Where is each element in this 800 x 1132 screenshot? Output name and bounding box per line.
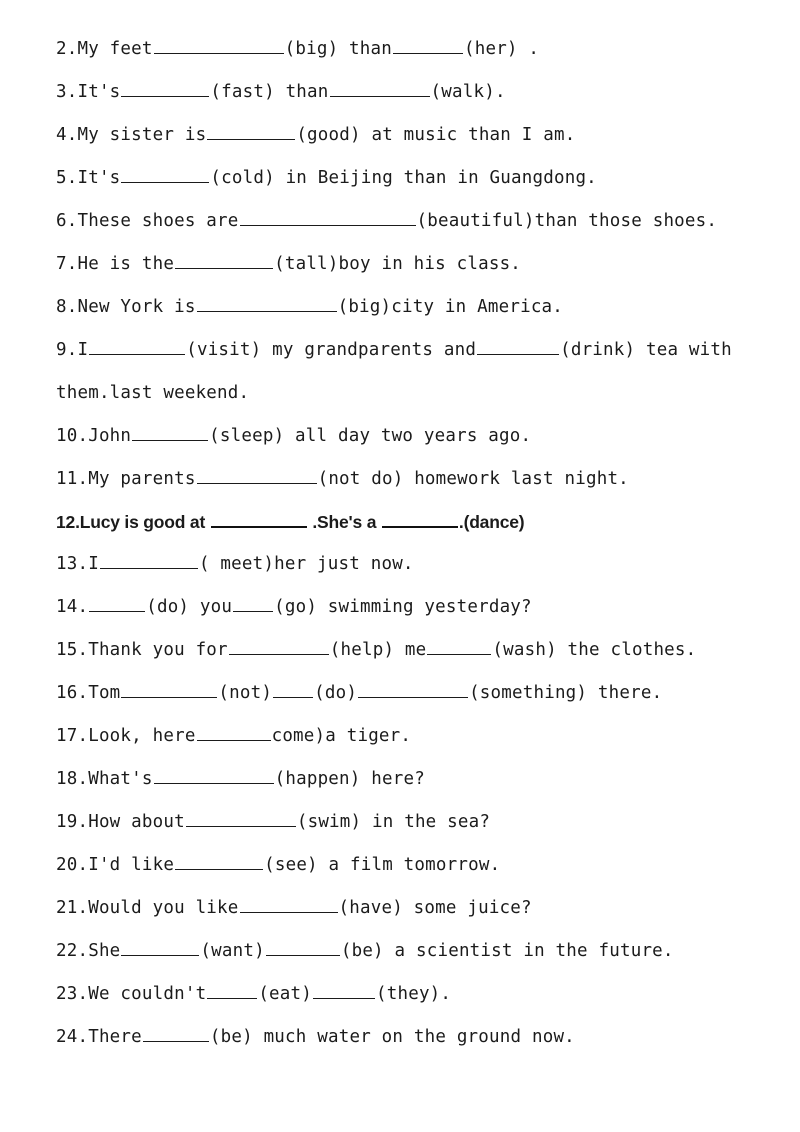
exercise-line bbox=[56, 678, 776, 708]
answer-blank[interactable] bbox=[207, 980, 257, 999]
exercise-line bbox=[56, 936, 776, 966]
exercise-text: (swim) in the sea? bbox=[296, 812, 491, 832]
answer-blank[interactable] bbox=[197, 293, 337, 312]
exercise-text: 7.He is the bbox=[56, 254, 175, 274]
exercise-text: ( meet)her just now. bbox=[198, 554, 414, 574]
exercise-text: (they). bbox=[376, 984, 452, 1004]
answer-blank[interactable] bbox=[477, 336, 559, 355]
exercise-text: (be) much water on the ground now. bbox=[209, 1027, 575, 1047]
exercise-text: 14. bbox=[56, 597, 89, 617]
exercise-text: them.last weekend. bbox=[56, 383, 250, 403]
answer-blank[interactable] bbox=[266, 937, 340, 956]
exercise-line bbox=[56, 764, 776, 794]
exercise-text: (not do) homework last night. bbox=[317, 469, 629, 489]
exercise-text: (want) bbox=[200, 941, 265, 961]
exercise-text: (be) a scientist in the future. bbox=[340, 941, 674, 961]
exercise-text: (visit) my grandparents and bbox=[186, 340, 477, 360]
exercise-text: (help) me bbox=[329, 640, 427, 660]
exercise-line bbox=[56, 979, 776, 1009]
exercise-line bbox=[56, 163, 776, 193]
exercise-text: 21.Would you like bbox=[56, 898, 239, 918]
exercise-text: (cold) in Beijing than in Guangdong. bbox=[210, 168, 597, 188]
exercise-line bbox=[56, 850, 776, 880]
exercise-text: 17.Look, here bbox=[56, 726, 196, 746]
answer-blank[interactable] bbox=[393, 35, 463, 54]
answer-blank[interactable] bbox=[121, 937, 199, 956]
exercise-text: (something) there. bbox=[469, 683, 663, 703]
exercise-text: (happen) here? bbox=[274, 769, 425, 789]
exercise-line bbox=[56, 592, 776, 622]
answer-blank[interactable] bbox=[358, 679, 468, 698]
exercise-line bbox=[56, 635, 776, 665]
exercise-text: 23.We couldn't bbox=[56, 984, 207, 1004]
exercise-line bbox=[56, 249, 776, 279]
exercise-text: 4.My sister is bbox=[56, 125, 207, 145]
exercise-text: 19.How about bbox=[56, 812, 185, 832]
exercise-line bbox=[56, 77, 776, 107]
exercise-text: 2.My feet bbox=[56, 39, 153, 59]
exercise-text: (see) a film tomorrow. bbox=[264, 855, 501, 875]
exercise-text: (have) some juice? bbox=[338, 898, 532, 918]
exercise-line bbox=[56, 721, 776, 751]
answer-blank[interactable] bbox=[330, 78, 430, 97]
answer-blank[interactable] bbox=[143, 1023, 209, 1042]
answer-blank[interactable] bbox=[175, 250, 273, 269]
exercise-line bbox=[56, 335, 776, 365]
exercise-text: (go) swimming yesterday? bbox=[274, 597, 532, 617]
exercise-line bbox=[56, 120, 776, 150]
exercise-text: 10.John bbox=[56, 426, 132, 446]
exercise-text: 22.She bbox=[56, 941, 121, 961]
exercise-text: (tall)boy in his class. bbox=[274, 254, 522, 274]
exercise-text: .She's a bbox=[307, 512, 381, 532]
exercise-text: (do) you bbox=[146, 597, 233, 617]
answer-blank[interactable] bbox=[229, 636, 329, 655]
exercise-line bbox=[56, 549, 776, 579]
exercise-line bbox=[56, 1022, 776, 1052]
answer-blank[interactable] bbox=[427, 636, 491, 655]
answer-blank[interactable] bbox=[89, 336, 185, 355]
exercise-line bbox=[56, 292, 776, 322]
exercise-text: (her) . bbox=[463, 39, 540, 59]
exercise-text: (walk). bbox=[430, 82, 506, 102]
exercise-text: (fast) than bbox=[210, 82, 329, 102]
answer-blank[interactable] bbox=[240, 894, 338, 913]
answer-blank[interactable] bbox=[233, 593, 273, 612]
exercise-text: (beautiful)than those shoes. bbox=[416, 211, 718, 231]
exercise-text: (big)city in America. bbox=[337, 297, 564, 317]
answer-blank[interactable] bbox=[154, 765, 274, 784]
answer-blank[interactable] bbox=[100, 550, 198, 569]
exercise-line bbox=[56, 378, 776, 408]
answer-blank[interactable] bbox=[207, 121, 295, 140]
exercise-text: 16.Tom bbox=[56, 683, 121, 703]
exercise-text: 9.I bbox=[56, 340, 89, 360]
answer-blank[interactable] bbox=[273, 679, 313, 698]
exercise-text: 8.New York is bbox=[56, 297, 196, 317]
exercise-text: 3.It's bbox=[56, 82, 121, 102]
answer-blank[interactable] bbox=[154, 35, 284, 54]
exercise-text: 12.Lucy is good at bbox=[56, 512, 210, 532]
answer-blank[interactable] bbox=[121, 679, 217, 698]
exercise-text: (sleep) all day two years ago. bbox=[209, 426, 532, 446]
answer-blank[interactable] bbox=[121, 78, 209, 97]
exercise-text: 24.There bbox=[56, 1027, 142, 1047]
exercise-line bbox=[56, 34, 776, 64]
answer-blank[interactable] bbox=[89, 593, 145, 612]
exercise-line bbox=[56, 807, 776, 837]
exercise-text: (eat) bbox=[258, 984, 312, 1004]
answer-blank[interactable] bbox=[186, 808, 296, 827]
answer-blank[interactable] bbox=[240, 207, 416, 226]
answer-blank[interactable] bbox=[175, 851, 263, 870]
exercise-line bbox=[56, 464, 776, 494]
answer-blank[interactable] bbox=[197, 465, 317, 484]
exercise-text: .(dance) bbox=[458, 512, 525, 532]
exercise-text: 13.I bbox=[56, 554, 99, 574]
answer-blank[interactable] bbox=[197, 722, 271, 741]
exercise-text: (not) bbox=[218, 683, 273, 703]
exercise-line bbox=[56, 206, 776, 236]
exercise-text: come)a tiger. bbox=[271, 726, 412, 746]
answer-blank[interactable] bbox=[313, 980, 375, 999]
answer-blank[interactable] bbox=[121, 164, 209, 183]
exercise-text: (good) at music than I am. bbox=[296, 125, 576, 145]
exercise-line bbox=[56, 507, 776, 537]
answer-blank[interactable] bbox=[132, 422, 208, 441]
exercise-text: (do) bbox=[314, 683, 358, 703]
answer-blank[interactable] bbox=[211, 508, 307, 528]
exercise-line bbox=[56, 421, 776, 451]
exercise-text: 5.It's bbox=[56, 168, 121, 188]
exercise-line bbox=[56, 893, 776, 923]
exercise-text: 11.My parents bbox=[56, 469, 196, 489]
exercise-text: 15.Thank you for bbox=[56, 640, 228, 660]
exercise-text: (big) than bbox=[284, 39, 392, 59]
answer-blank[interactable] bbox=[382, 508, 458, 528]
exercise-text: (drink) tea with bbox=[560, 340, 732, 360]
exercise-text: 6.These shoes are bbox=[56, 211, 239, 231]
exercise-text: 20.I'd like bbox=[56, 855, 175, 875]
exercise-text: (wash) the clothes. bbox=[492, 640, 697, 660]
exercise-text: 18.What's bbox=[56, 769, 153, 789]
